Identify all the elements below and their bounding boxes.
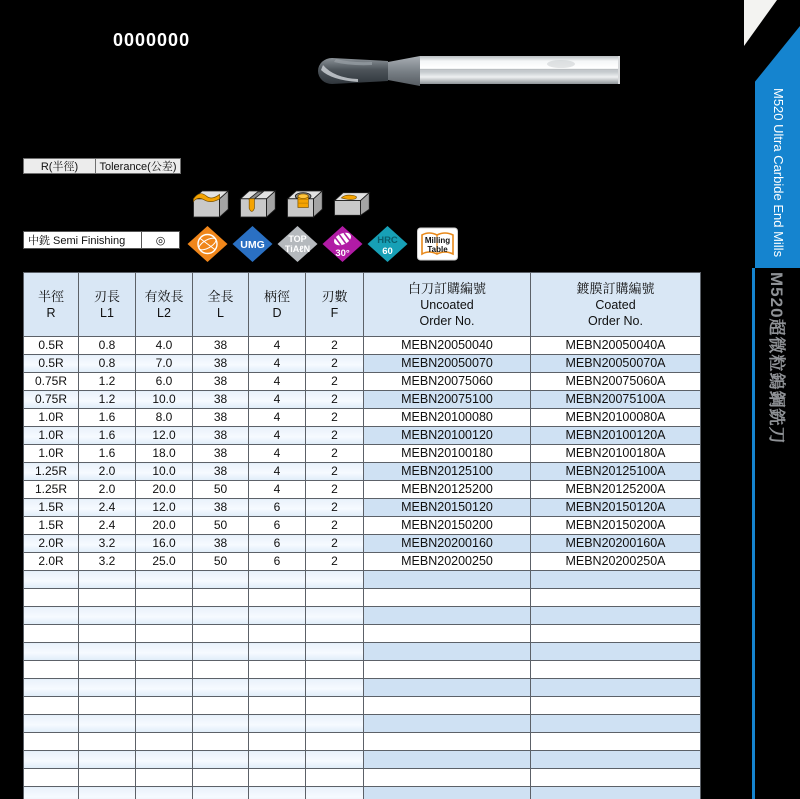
table-cell bbox=[531, 679, 701, 697]
table-cell: MEBN20100080 bbox=[364, 409, 531, 427]
svg-text:Milling: Milling bbox=[424, 236, 451, 245]
table-cell bbox=[136, 643, 193, 661]
table-cell: 38 bbox=[193, 445, 249, 463]
table-cell bbox=[79, 589, 136, 607]
table-cell: 38 bbox=[193, 337, 249, 355]
brand-logo-icon bbox=[186, 225, 229, 263]
table-cell: MEBN20150120 bbox=[364, 499, 531, 517]
table-cell: 6 bbox=[249, 553, 306, 571]
table-cell: 2.0R bbox=[24, 553, 79, 571]
table-cell bbox=[306, 661, 364, 679]
table-cell: 4 bbox=[249, 445, 306, 463]
table-cell: 4 bbox=[249, 427, 306, 445]
table-cell bbox=[249, 733, 306, 751]
table-cell: MEBN20050040 bbox=[364, 337, 531, 355]
table-cell: MEBN20100080A bbox=[531, 409, 701, 427]
table-cell bbox=[24, 679, 79, 697]
table-cell bbox=[79, 607, 136, 625]
table-cell bbox=[364, 751, 531, 769]
table-cell: 2.4 bbox=[79, 499, 136, 517]
table-row bbox=[24, 697, 701, 715]
table-cell: 18.0 bbox=[136, 445, 193, 463]
table-cell: 2 bbox=[306, 337, 364, 355]
table-cell: 4 bbox=[249, 373, 306, 391]
table-cell: 38 bbox=[193, 463, 249, 481]
table-cell bbox=[364, 733, 531, 751]
table-cell: 6.0 bbox=[136, 373, 193, 391]
deep-slot-milling-icon bbox=[237, 186, 277, 222]
table-cell: 38 bbox=[193, 373, 249, 391]
table-cell: 6 bbox=[249, 499, 306, 517]
table-cell bbox=[364, 607, 531, 625]
table-cell: 0.75R bbox=[24, 391, 79, 409]
table-cell bbox=[249, 751, 306, 769]
table-cell bbox=[249, 589, 306, 607]
svg-text:Table: Table bbox=[427, 245, 448, 254]
table-cell: 50 bbox=[193, 517, 249, 535]
table-cell bbox=[136, 697, 193, 715]
table-cell: 12.0 bbox=[136, 499, 193, 517]
table-cell: 2.0R bbox=[24, 535, 79, 553]
table-cell: 10.0 bbox=[136, 463, 193, 481]
table-cell: 2 bbox=[306, 445, 364, 463]
side-tab-title-zh: M520超微粒鎢鋼銑刀 bbox=[767, 272, 786, 445]
table-cell: 0.5R bbox=[24, 355, 79, 373]
helix-30deg-badge bbox=[321, 225, 364, 263]
table-cell: MEBN20100180 bbox=[364, 445, 531, 463]
table-cell: 4.0 bbox=[136, 337, 193, 355]
table-cell bbox=[364, 571, 531, 589]
table-cell: 1.0R bbox=[24, 409, 79, 427]
table-cell bbox=[136, 733, 193, 751]
table-cell bbox=[193, 733, 249, 751]
col-header-shank-dia: 柄徑 D bbox=[249, 273, 306, 337]
table-cell bbox=[136, 625, 193, 643]
table-cell bbox=[79, 751, 136, 769]
table-cell: MEBN20075100A bbox=[531, 391, 701, 409]
table-cell bbox=[249, 607, 306, 625]
table-cell bbox=[79, 733, 136, 751]
table-cell bbox=[306, 697, 364, 715]
tolerance-label: Tolerance(公差) bbox=[96, 158, 181, 174]
table-cell bbox=[364, 661, 531, 679]
table-cell bbox=[193, 715, 249, 733]
table-cell bbox=[79, 643, 136, 661]
table-cell bbox=[249, 571, 306, 589]
table-cell bbox=[249, 787, 306, 799]
table-cell: 2.0 bbox=[79, 481, 136, 499]
table-cell: 0.75R bbox=[24, 373, 79, 391]
table-cell: MEBN20050070A bbox=[531, 355, 701, 373]
table-cell bbox=[79, 571, 136, 589]
milling-type-rating: ◎ bbox=[142, 231, 180, 249]
table-cell bbox=[364, 679, 531, 697]
table-cell bbox=[136, 661, 193, 679]
table-cell bbox=[24, 589, 79, 607]
col-header-radius: 半徑 R bbox=[24, 273, 79, 337]
milling-type-row bbox=[23, 231, 180, 249]
table-row bbox=[24, 787, 701, 799]
table-cell bbox=[136, 607, 193, 625]
table-cell bbox=[531, 661, 701, 679]
table-cell: MEBN20200160A bbox=[531, 535, 701, 553]
table-cell: 1.0R bbox=[24, 445, 79, 463]
table-row bbox=[24, 337, 701, 355]
table-cell bbox=[249, 643, 306, 661]
radius-label: R(半徑) bbox=[23, 158, 96, 174]
table-cell: MEBN20100180A bbox=[531, 445, 701, 463]
table-cell bbox=[531, 697, 701, 715]
table-cell bbox=[364, 769, 531, 787]
table-cell: 2 bbox=[306, 373, 364, 391]
table-row bbox=[24, 715, 701, 733]
badge-row bbox=[186, 225, 458, 263]
table-cell: 16.0 bbox=[136, 535, 193, 553]
hrc60-badge bbox=[366, 225, 409, 263]
table-cell bbox=[193, 625, 249, 643]
table-cell bbox=[364, 625, 531, 643]
table-cell bbox=[249, 679, 306, 697]
table-cell bbox=[24, 733, 79, 751]
table-cell bbox=[24, 661, 79, 679]
table-cell: 1.25R bbox=[24, 481, 79, 499]
svg-text:HRC: HRC bbox=[377, 235, 398, 246]
table-cell bbox=[364, 643, 531, 661]
table-cell: MEBN20100120A bbox=[531, 427, 701, 445]
svg-text:UMG: UMG bbox=[240, 239, 265, 251]
table-cell: 0.8 bbox=[79, 337, 136, 355]
table-cell bbox=[193, 697, 249, 715]
table-row bbox=[24, 427, 701, 445]
table-cell bbox=[24, 751, 79, 769]
table-cell bbox=[364, 589, 531, 607]
table-cell bbox=[306, 589, 364, 607]
table-cell: MEBN20200250A bbox=[531, 553, 701, 571]
table-cell bbox=[364, 715, 531, 733]
table-cell: MEBN20050070 bbox=[364, 355, 531, 373]
table-row bbox=[24, 643, 701, 661]
table-cell: 3.2 bbox=[79, 535, 136, 553]
table-row bbox=[24, 481, 701, 499]
table-cell bbox=[79, 787, 136, 799]
table-row bbox=[24, 499, 701, 517]
table-cell: 2.0 bbox=[79, 463, 136, 481]
table-cell bbox=[193, 643, 249, 661]
table-cell bbox=[531, 787, 701, 799]
table-cell: 38 bbox=[193, 409, 249, 427]
table-cell: MEBN20200250 bbox=[364, 553, 531, 571]
table-cell: MEBN20150200 bbox=[364, 517, 531, 535]
table-cell bbox=[193, 571, 249, 589]
col-header-uncoated: 白刀訂購編號 Uncoated Order No. bbox=[364, 273, 531, 337]
table-row bbox=[24, 373, 701, 391]
table-cell bbox=[79, 679, 136, 697]
table-cell: MEBN20050040A bbox=[531, 337, 701, 355]
table-cell bbox=[306, 643, 364, 661]
table-cell bbox=[249, 661, 306, 679]
table-cell bbox=[306, 625, 364, 643]
table-row bbox=[24, 535, 701, 553]
table-row bbox=[24, 679, 701, 697]
table-row bbox=[24, 625, 701, 643]
contour-surface-milling-icon bbox=[190, 186, 230, 222]
table-cell bbox=[136, 787, 193, 799]
table-cell: 2 bbox=[306, 463, 364, 481]
table-row bbox=[24, 733, 701, 751]
table-cell: 6 bbox=[249, 517, 306, 535]
table-cell: 2 bbox=[306, 355, 364, 373]
table-cell: MEBN20125200 bbox=[364, 481, 531, 499]
side-accent-line bbox=[752, 268, 755, 799]
spec-label-row bbox=[23, 158, 181, 174]
table-cell: MEBN20200160 bbox=[364, 535, 531, 553]
table-cell: MEBN20075100 bbox=[364, 391, 531, 409]
table-cell bbox=[193, 751, 249, 769]
table-row bbox=[24, 409, 701, 427]
table-cell bbox=[249, 769, 306, 787]
table-cell: 50 bbox=[193, 481, 249, 499]
table-cell: 38 bbox=[193, 535, 249, 553]
top-tialn-badge bbox=[276, 225, 319, 263]
table-cell: 2 bbox=[306, 391, 364, 409]
table-cell: MEBN20100120 bbox=[364, 427, 531, 445]
table-cell bbox=[364, 697, 531, 715]
table-cell: 2 bbox=[306, 517, 364, 535]
table-cell: 2 bbox=[306, 553, 364, 571]
table-cell: 0.8 bbox=[79, 355, 136, 373]
col-header-effective-length: 有效長 L2 bbox=[136, 273, 193, 337]
table-cell bbox=[193, 769, 249, 787]
table-cell bbox=[306, 607, 364, 625]
shallow-pocket-milling-icon bbox=[331, 186, 371, 222]
milling-type-label: 中銑 Semi Finishing bbox=[23, 231, 142, 249]
table-cell: 2 bbox=[306, 427, 364, 445]
umg-badge bbox=[231, 225, 274, 263]
table-cell bbox=[136, 715, 193, 733]
table-cell bbox=[249, 625, 306, 643]
page-title: 0000000 bbox=[113, 30, 191, 50]
table-cell bbox=[249, 697, 306, 715]
table-cell: 1.2 bbox=[79, 391, 136, 409]
table-cell: MEBN20075060 bbox=[364, 373, 531, 391]
table-row bbox=[24, 607, 701, 625]
table-row bbox=[24, 769, 701, 787]
table-cell bbox=[193, 679, 249, 697]
table-row bbox=[24, 445, 701, 463]
table-cell bbox=[531, 589, 701, 607]
table-cell: 8.0 bbox=[136, 409, 193, 427]
table-row bbox=[24, 571, 701, 589]
table-cell: 2 bbox=[306, 535, 364, 553]
table-cell: 38 bbox=[193, 499, 249, 517]
table-cell bbox=[306, 571, 364, 589]
svg-text:60: 60 bbox=[382, 246, 393, 257]
table-cell bbox=[193, 589, 249, 607]
table-row bbox=[24, 463, 701, 481]
table-cell bbox=[306, 787, 364, 799]
table-cell bbox=[531, 625, 701, 643]
side-tab-title-en: M520 Ultra Carbide End Mills bbox=[771, 88, 786, 258]
table-cell bbox=[531, 715, 701, 733]
table-row bbox=[24, 589, 701, 607]
pocket-milling-icon bbox=[284, 186, 324, 222]
col-header-coated: 鍍膜訂購編號 Coated Order No. bbox=[531, 273, 701, 337]
table-cell: 4 bbox=[249, 337, 306, 355]
table-cell bbox=[79, 625, 136, 643]
table-row bbox=[24, 751, 701, 769]
svg-text:TOP: TOP bbox=[288, 234, 307, 244]
table-cell bbox=[24, 571, 79, 589]
table-cell bbox=[364, 787, 531, 799]
table-cell bbox=[136, 571, 193, 589]
table-row bbox=[24, 661, 701, 679]
milling-table-badge bbox=[417, 227, 458, 261]
table-header bbox=[24, 273, 701, 337]
table-cell: 38 bbox=[193, 427, 249, 445]
table-cell: 3.2 bbox=[79, 553, 136, 571]
page-corner-wedge bbox=[744, 0, 777, 46]
table-cell bbox=[531, 607, 701, 625]
application-icons bbox=[190, 186, 371, 222]
table-cell: 4 bbox=[249, 391, 306, 409]
table-cell: 1.5R bbox=[24, 517, 79, 535]
table-cell: 38 bbox=[193, 355, 249, 373]
table-cell: 20.0 bbox=[136, 517, 193, 535]
table-cell: 6 bbox=[249, 535, 306, 553]
table-cell: 38 bbox=[193, 391, 249, 409]
endmill-photo bbox=[316, 50, 624, 90]
table-cell: MEBN20125100 bbox=[364, 463, 531, 481]
table-cell: 4 bbox=[249, 409, 306, 427]
spec-table bbox=[23, 272, 701, 799]
table-cell: 1.6 bbox=[79, 445, 136, 463]
table-cell bbox=[24, 715, 79, 733]
table-cell: 20.0 bbox=[136, 481, 193, 499]
table-cell bbox=[79, 661, 136, 679]
table-cell bbox=[531, 643, 701, 661]
table-cell bbox=[306, 679, 364, 697]
table-row bbox=[24, 517, 701, 535]
table-cell bbox=[79, 697, 136, 715]
table-cell: 12.0 bbox=[136, 427, 193, 445]
table-cell bbox=[79, 769, 136, 787]
table-body bbox=[24, 337, 701, 799]
table-cell: 1.5R bbox=[24, 499, 79, 517]
table-cell bbox=[531, 751, 701, 769]
table-cell bbox=[193, 787, 249, 799]
table-cell: 4 bbox=[249, 355, 306, 373]
table-cell: 2 bbox=[306, 499, 364, 517]
svg-text:30°: 30° bbox=[335, 248, 350, 259]
table-cell bbox=[531, 571, 701, 589]
table-cell bbox=[136, 751, 193, 769]
table-cell: 2 bbox=[306, 481, 364, 499]
table-cell: MEBN20150200A bbox=[531, 517, 701, 535]
col-header-flutes: 刃數 F bbox=[306, 273, 364, 337]
table-cell bbox=[531, 733, 701, 751]
table-row bbox=[24, 391, 701, 409]
table-cell bbox=[306, 751, 364, 769]
table-cell bbox=[306, 715, 364, 733]
table-row bbox=[24, 553, 701, 571]
table-cell bbox=[24, 769, 79, 787]
table-cell bbox=[136, 589, 193, 607]
col-header-overall-length: 全長 L bbox=[193, 273, 249, 337]
table-cell: 4 bbox=[249, 463, 306, 481]
table-cell: 1.6 bbox=[79, 409, 136, 427]
col-header-flute-length: 刃長 L1 bbox=[79, 273, 136, 337]
table-cell: 4 bbox=[249, 481, 306, 499]
table-cell: 1.0R bbox=[24, 427, 79, 445]
table-cell: MEBN20150120A bbox=[531, 499, 701, 517]
table-cell bbox=[24, 787, 79, 799]
table-cell: 2 bbox=[306, 409, 364, 427]
table-cell bbox=[306, 769, 364, 787]
table-cell: 25.0 bbox=[136, 553, 193, 571]
table-cell: 1.6 bbox=[79, 427, 136, 445]
table-cell: 50 bbox=[193, 553, 249, 571]
table-cell bbox=[193, 607, 249, 625]
table-cell: 0.5R bbox=[24, 337, 79, 355]
table-cell: 2.4 bbox=[79, 517, 136, 535]
table-cell bbox=[24, 697, 79, 715]
table-cell bbox=[193, 661, 249, 679]
table-cell bbox=[24, 625, 79, 643]
table-cell: MEBN20125200A bbox=[531, 481, 701, 499]
table-cell: 1.2 bbox=[79, 373, 136, 391]
table-cell bbox=[24, 607, 79, 625]
table-cell: 1.25R bbox=[24, 463, 79, 481]
table-cell bbox=[306, 733, 364, 751]
table-cell: MEBN20075060A bbox=[531, 373, 701, 391]
table-cell bbox=[249, 715, 306, 733]
table-cell: 10.0 bbox=[136, 391, 193, 409]
table-cell: MEBN20125100A bbox=[531, 463, 701, 481]
table-cell bbox=[136, 769, 193, 787]
svg-text:TiAℓN: TiAℓN bbox=[284, 244, 311, 254]
table-cell: 7.0 bbox=[136, 355, 193, 373]
table-cell bbox=[136, 679, 193, 697]
table-cell bbox=[24, 643, 79, 661]
table-cell bbox=[79, 715, 136, 733]
table-cell bbox=[531, 769, 701, 787]
table-row bbox=[24, 355, 701, 373]
